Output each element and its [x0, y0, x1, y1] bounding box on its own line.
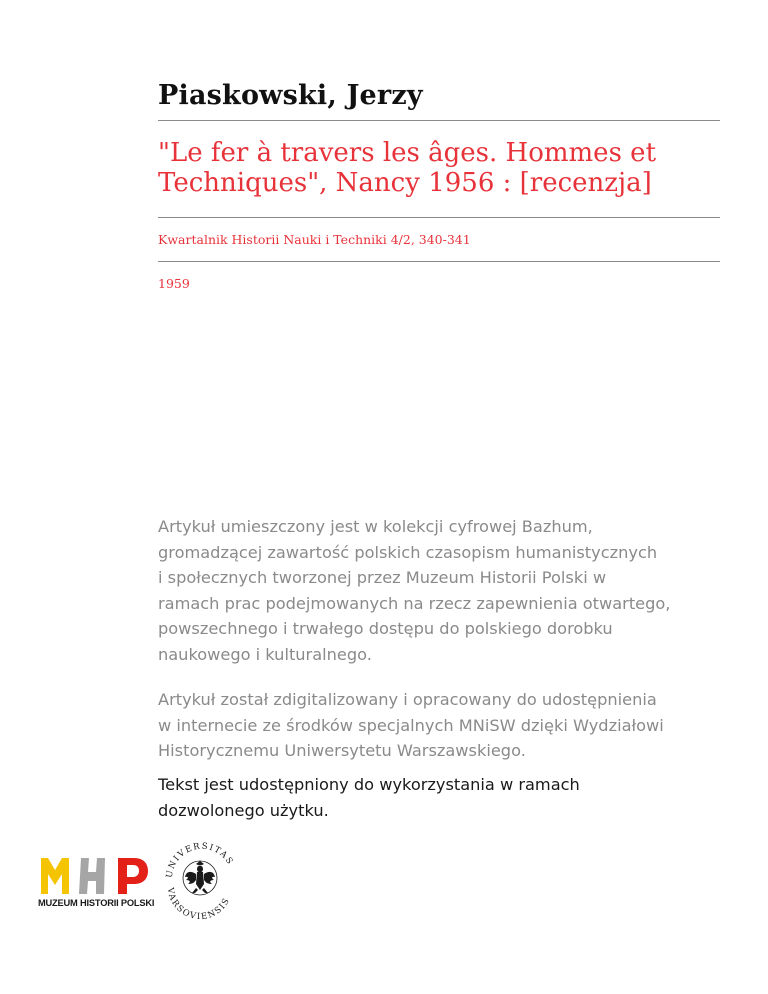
para-line: dozwolonego użytku. — [158, 800, 329, 820]
collection-info-paragraph — [158, 514, 738, 667]
title-line-1: "Le fer à travers les âges. Hommes et — [158, 138, 657, 168]
uw-logo-top-text: UNIVERSITAS — [164, 841, 236, 879]
para-line: Historycznemu Uniwersytetu Warszawskiego. — [158, 741, 526, 760]
usage-notice-paragraph — [158, 772, 738, 823]
divider-top — [158, 120, 720, 121]
para-line: Tekst jest udostępniony do wykorzystania w ramach — [158, 775, 580, 794]
divider-bottom — [158, 261, 720, 262]
mhp-logo-text: MUZEUM HISTORII POLSKI — [38, 898, 155, 908]
uw-logo-bottom-text: VARSOVIENSIS — [164, 886, 233, 922]
mhp-logo-h-shape — [79, 858, 105, 894]
article-title — [158, 138, 738, 198]
source-citation: Kwartalnik Historii Nauki i Techniki 4/2, 340-341 — [158, 232, 471, 247]
para-line: ramach prac podejmowanych na rzecz zapewnienia otwartego, — [158, 593, 671, 613]
divider-middle — [158, 217, 720, 218]
mhp-logo-p-shape — [118, 858, 148, 894]
para-line: Artykuł został zdigitalizowany i opracowany do udostępnienia — [158, 690, 657, 709]
mhp-logo-m-shape — [41, 858, 69, 894]
eagle-emblem-icon — [183, 861, 217, 895]
para-line: i społecznych tworzonej przez Muzeum Historii Polski w — [158, 568, 607, 587]
digitization-info-paragraph — [158, 687, 738, 764]
para-line: gromadzącej zawartość polskich czasopism humanistycznych — [158, 542, 658, 562]
para-line: naukowego i kulturalnego. — [158, 644, 372, 664]
uw-logo — [158, 828, 242, 922]
para-line: powszechnego i trwałego dostępu do polskiego dorobku — [158, 619, 613, 638]
para-line: Artykuł umieszczony jest w kolekcji cyfrowej Bazhum, — [158, 517, 593, 536]
title-line-2: Techniques", Nancy 1956 : [recenzja] — [158, 168, 652, 198]
publication-year: 1959 — [158, 276, 190, 291]
para-line: w internecie ze środków specjalnych MNiSW dzięki Wydziałowi — [158, 715, 664, 735]
author-name: Piaskowski, Jerzy — [158, 80, 423, 111]
